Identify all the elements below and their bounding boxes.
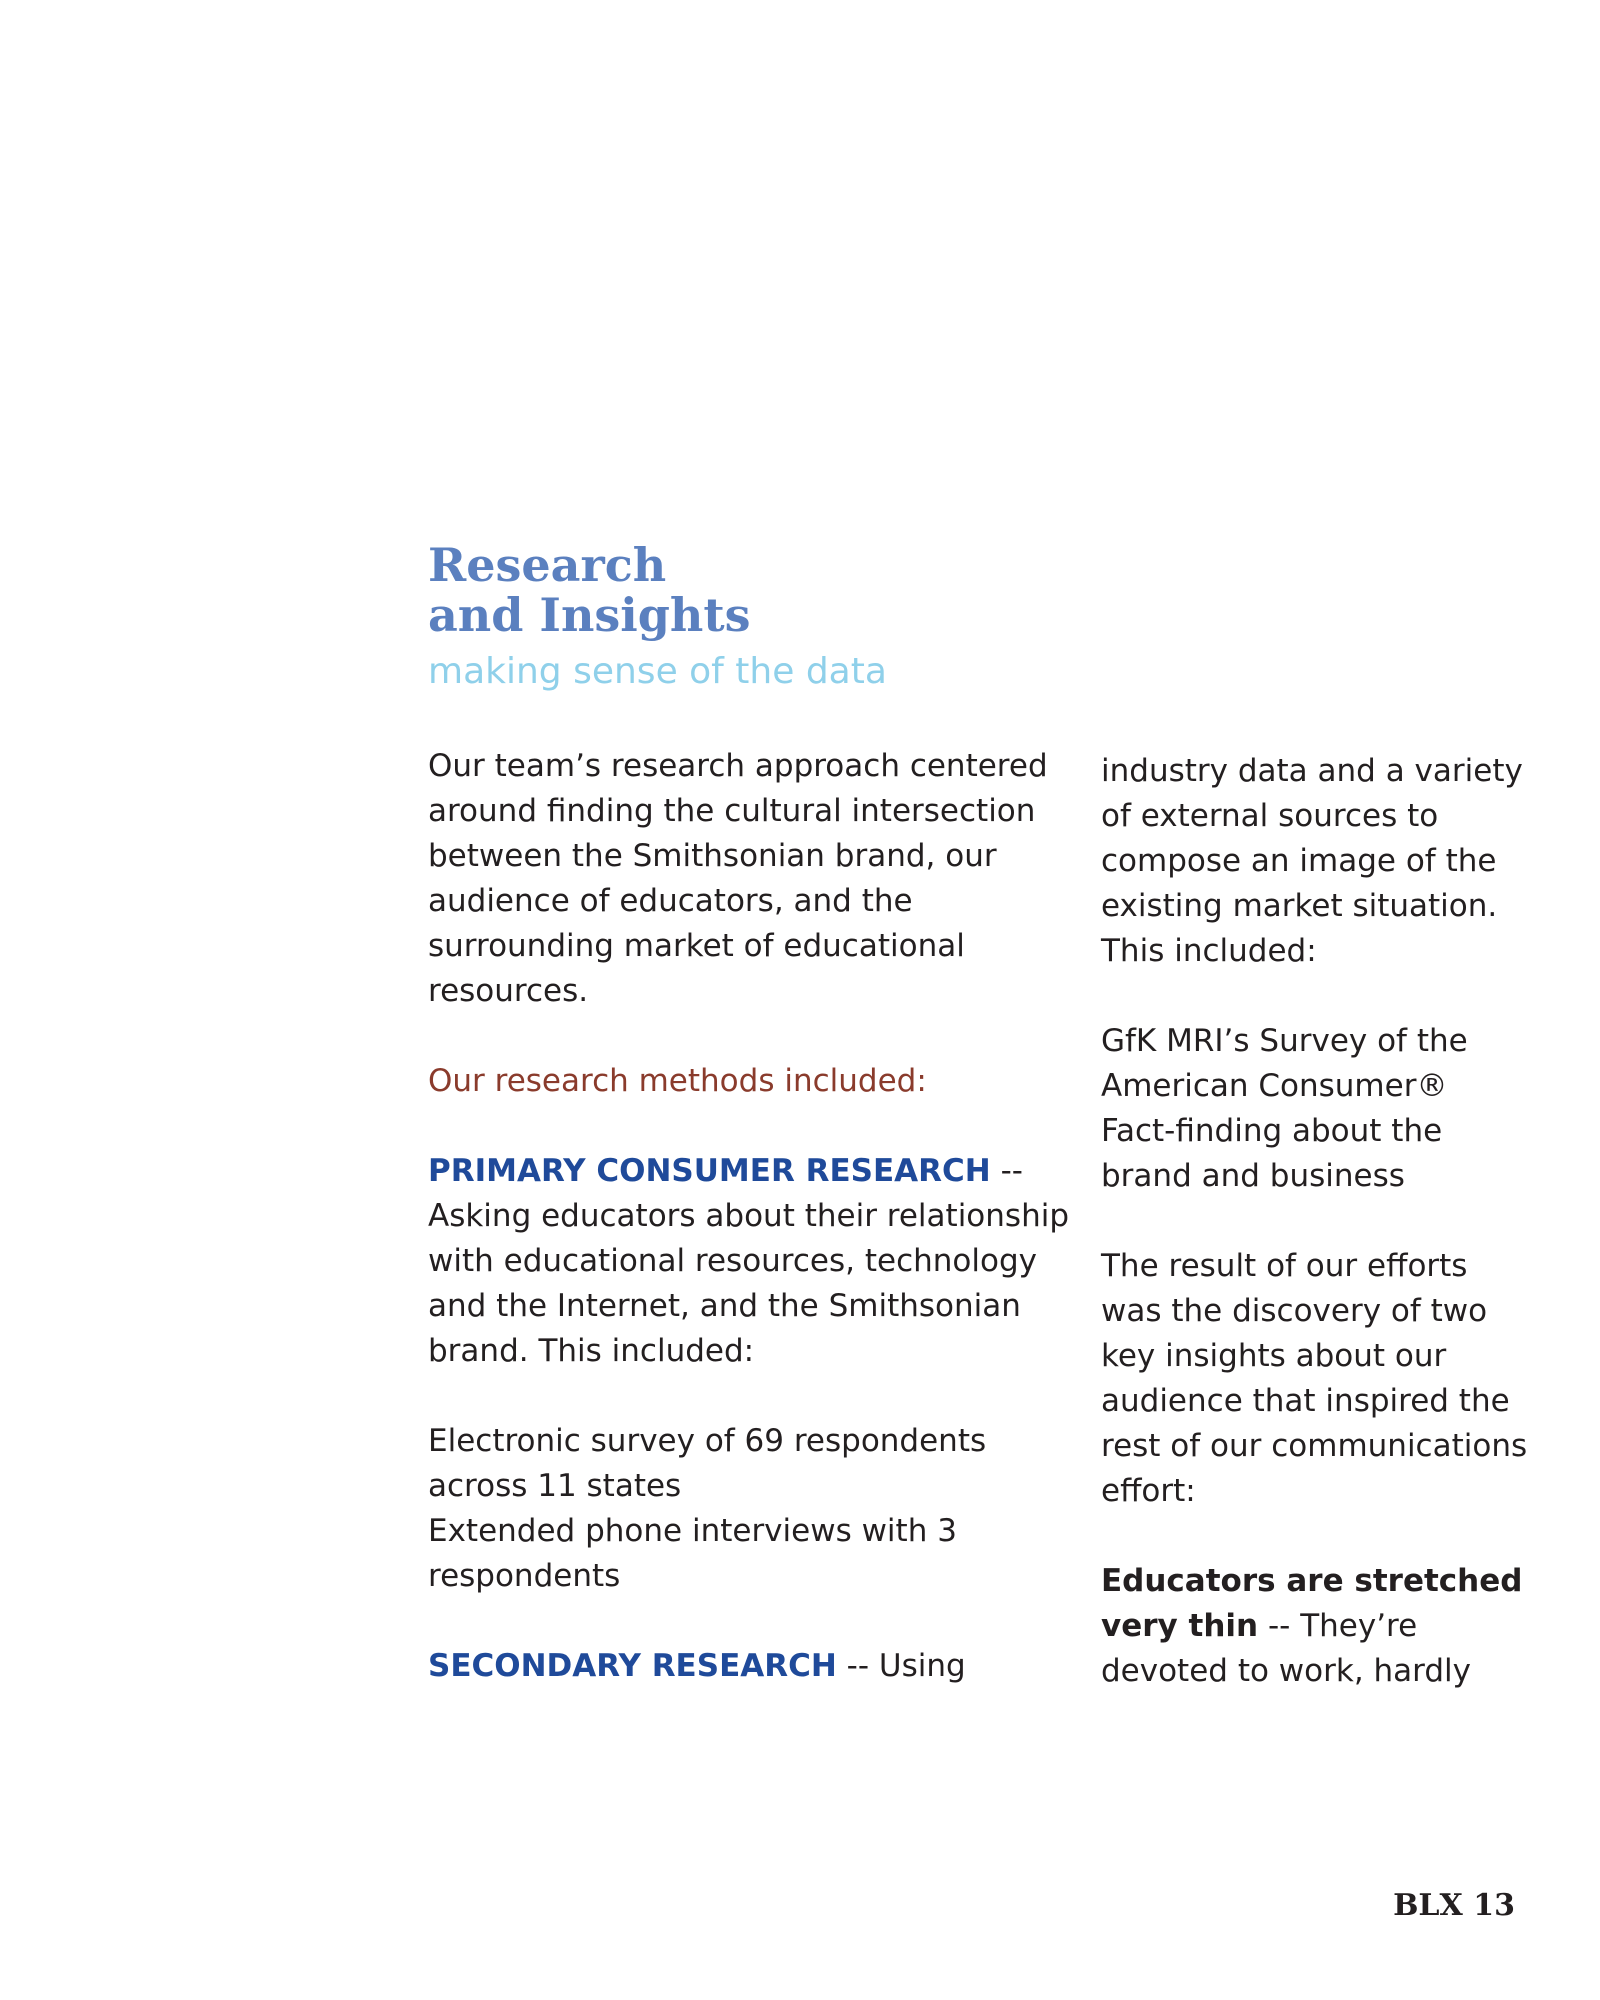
right-column [1101,749,1531,1694]
insight-paragraph [1101,1559,1531,1694]
page-title [428,540,751,640]
secondary-item-fact-finding: Fact-finding about the brand and business [1101,1113,1443,1194]
primary-research-item-interviews: Extended phone interviews with 3 respondents [428,1513,957,1594]
secondary-research-continued: industry data and a variety of external sources to compose an image of the existing market situation. This included: [1101,753,1523,969]
title-line-2: and Insights [428,588,751,642]
primary-research-item-survey: Electronic survey of 69 respondents across 11 states [428,1423,987,1504]
primary-research-paragraph [428,1149,1078,1374]
title-line-1: Research [428,538,667,592]
primary-research-text: Asking educators about their relationship with educational resources, technology and the Internet, and the Smithsonian brand. This included: [428,1198,1070,1369]
insight-text: -- They’re devoted to work, hardly [1101,1608,1472,1689]
primary-research-heading: PRIMARY CONSUMER RESEARCH [428,1153,991,1189]
secondary-item-gfk-survey: GfK MRI’s Survey of the American Consumer® [1101,1023,1468,1104]
methods-label: Our research methods included: [428,1063,927,1099]
secondary-research-heading: SECONDARY RESEARCH [428,1648,837,1684]
result-paragraph: The result of our efforts was the discovery of two key insights about our audience that inspired the rest of our communications effort: [1101,1248,1528,1509]
primary-research-separator: -- [990,1153,1023,1189]
page-number: BLX 13 [1393,1888,1515,1923]
insight-heading: Educators are stretched very thin [1101,1563,1523,1644]
secondary-research-text: -- Using [836,1648,966,1684]
intro-paragraph: Our team’s research approach centered around finding the cultural intersection between the Smithsonian brand, our audience of educators, and the surrounding market of educational resources. [428,748,1048,1009]
page-subtitle: making sense of the data [428,651,887,692]
secondary-research-paragraph [428,1644,1078,1689]
left-column [428,744,1078,1689]
